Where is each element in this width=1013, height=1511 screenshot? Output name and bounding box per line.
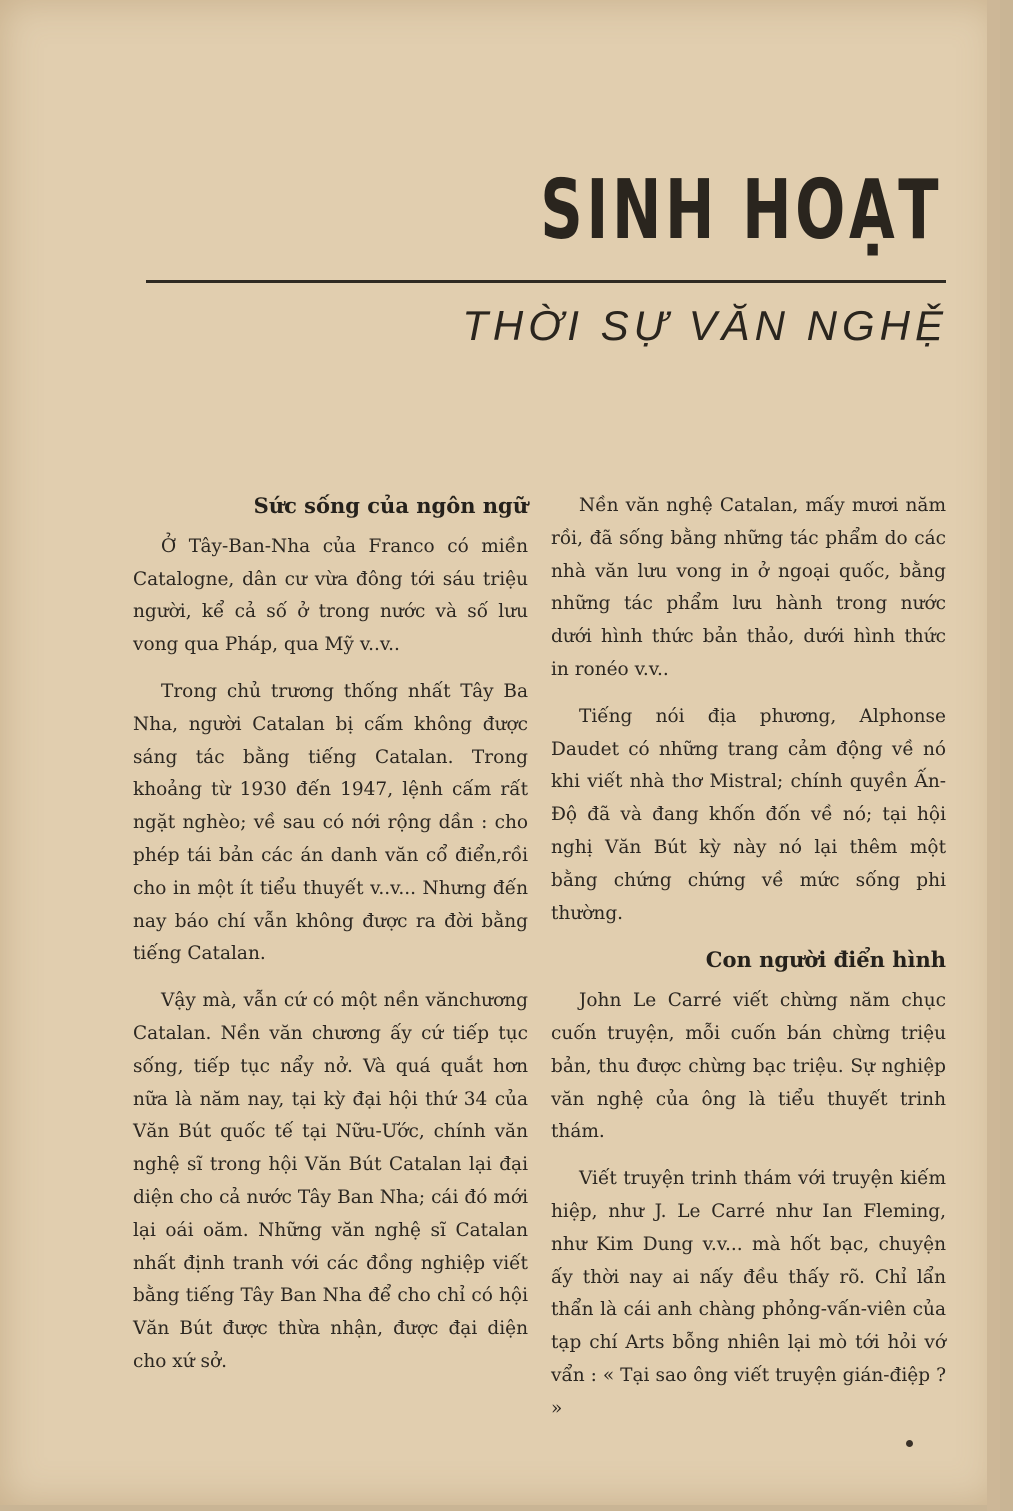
- section-title: SINH HOẠT: [540, 163, 942, 258]
- right-column: [551, 490, 946, 1440]
- article-heading: Sức sống của ngôn ngữ: [253, 493, 528, 518]
- paragraph: Viết truyện trinh thám với truyện kiếm hiệp, như J. Le Carré như Ian Fleming, như Kim Dung v.v... mà hốt bạc, chuyện ấy thời nay ai nấy đều thấy rõ. Chỉ lẩn thẩn là cái anh chàng phỏng-vấn-viên của tạp chí Arts bỗng nhiên lại mò tới hỏi vớ vẩn : « Tại sao ông viết truyện gián-điệp ? »: [551, 1168, 946, 1419]
- paragraph: Ở Tây-Ban-Nha của Franco có miền Catalogne, dân cư vừa đông tới sáu triệu người, kể cả số ở trong nước và số lưu vong qua Pháp, qua Mỹ v..v..: [133, 535, 528, 656]
- paragraph: Trong chủ trương thống nhất Tây Ba Nha, người Catalan bị cấm không được sáng tác bằng tiếng Catalan. Trong khoảng từ 1930 đến 1947, lệnh cấm rất ngặt nghèo; về sau có nới rộng dần : cho phép tái bản các án danh văn cổ điển,rồi cho in một ít tiểu thuyết v..v... Nhưng đến nay báo chí vẫn không được ra đời bằng tiếng Catalan.: [133, 680, 528, 965]
- left-column: [133, 490, 528, 1393]
- page-edge: [987, 0, 1000, 1511]
- section-subtitle: THỜI SỰ VĂN NGHỆ: [462, 302, 948, 349]
- article-heading: Con người điển hình: [705, 947, 946, 973]
- paragraph: Tiếng nói địa phương, Alphonse Daudet có những trang cảm động về nó khi viết nhà thơ Mistral; chính quyền Ấn-Độ đã và đang khốn đốn về nó; tại hội nghị Văn Bút kỳ này nó lại thêm một bằng chứng chứng về mức sống phi thường.: [551, 705, 946, 924]
- paragraph: Nền văn nghệ Catalan, mấy mươi năm rồi, đã sống bằng những tác phẩm do các nhà văn lưu vong in ở ngoại quốc, bằng những tác phẩm lưu hành trong nước dưới hình thức bản thảo, dưới hình thức in ronéo v.v..: [551, 495, 946, 680]
- ink-dot: [906, 1440, 913, 1447]
- paragraph: Vậy mà, vẫn cứ có một nền vănchương Catalan. Nền văn chương ấy cứ tiếp tục sống, tiếp tục nẩy nở. Và quá quắt hơn nữa là năm nay, tại kỳ đại hội thứ 34 của Văn Bút quốc tế tại Nữu-Ước, chính văn nghệ sĩ trong hội Văn Bút Catalan lại đại diện cho cả nước Tây Ban Nha; cái đó mới lại oái oăm. Những văn nghệ sĩ Catalan nhất định tranh với các đồng nghiệp viết bằng tiếng Tây Ban Nha để cho chỉ có hội Văn Bút được thừa nhận, được đại diện cho xứ sở.: [133, 990, 528, 1372]
- paragraph: John Le Carré viết chừng năm chục cuốn truyện, mỗi cuốn bán chừng triệu bản, thu được chừng bạc triệu. Sự nghiệp văn nghệ của ông là tiểu thuyết trinh thám.: [551, 990, 946, 1143]
- title-rule: [146, 280, 946, 283]
